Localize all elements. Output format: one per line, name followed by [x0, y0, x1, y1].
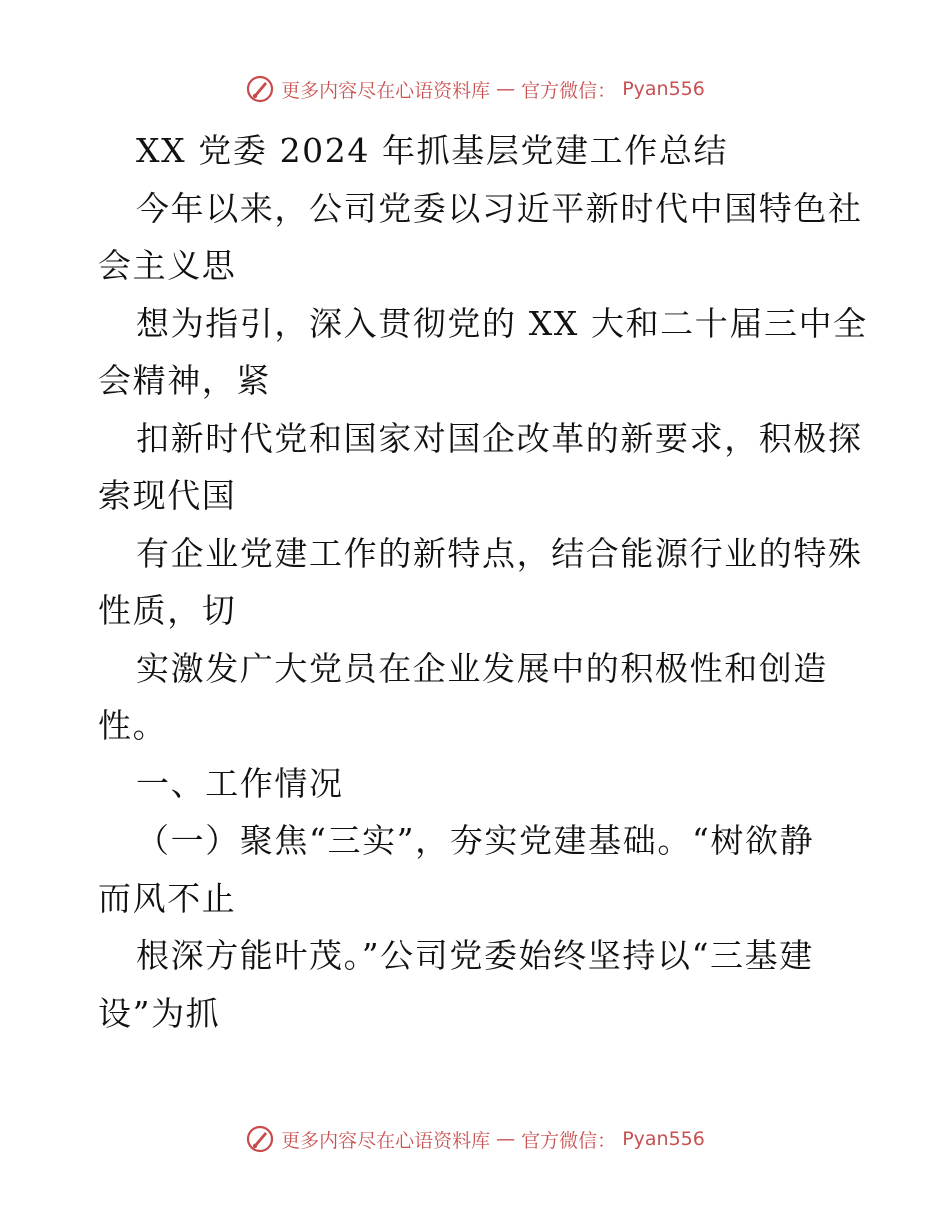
paragraph-line: 而风不止 — [98, 878, 237, 918]
paragraph-line: 根深方能叶茂。”公司党委始终坚持以“三基建 — [136, 936, 814, 975]
section-heading: 一、工作情况 — [136, 763, 344, 803]
paragraph-line: （一）聚焦“三实”，夯实党建基础。“树欲静 — [136, 821, 815, 860]
document-title: XX 党委 2024 年抓基层党建工作总结 — [136, 131, 729, 170]
paragraph-line: 会主义思 — [98, 246, 237, 285]
watermark-wechat-id: Pyan556 — [622, 1128, 705, 1150]
quill-pen-logo-icon — [245, 74, 275, 104]
watermark-dash: — — [496, 1128, 516, 1150]
paragraph-line: 想为指引，深入贯彻党的 XX 大和二十届三中全 — [136, 303, 868, 343]
watermark-official-label: 官方微信： — [521, 79, 617, 102]
watermark-text: 更多内容尽在心语资料库 — [281, 79, 491, 102]
footer-watermark — [0, 1124, 950, 1154]
header-watermark — [0, 74, 950, 104]
watermark-wechat-id: Pyan556 — [622, 78, 705, 100]
paragraph-line: 性质，切 — [98, 591, 237, 630]
paragraph-line: 性。 — [98, 706, 168, 745]
paragraph-line: 索现代国 — [98, 476, 237, 515]
paragraph-line: 设”为抓 — [98, 993, 221, 1033]
paragraph-line: 今年以来，公司党委以习近平新时代中国特色社 — [136, 188, 863, 228]
paragraph-line: 扣新时代党和国家对国企改革的新要求，积极探 — [136, 418, 863, 458]
paragraph-line: 有企业党建工作的新特点，结合能源行业的特殊 — [136, 533, 863, 573]
document-body — [98, 122, 868, 1042]
paragraph-line: 实激发广大党员在企业发展中的积极性和创造 — [136, 648, 828, 688]
watermark-dash: — — [496, 78, 516, 100]
quill-pen-logo-icon — [245, 1124, 275, 1154]
watermark-official-label: 官方微信： — [521, 1129, 617, 1152]
watermark-text: 更多内容尽在心语资料库 — [281, 1129, 491, 1152]
paragraph-line: 会精神，紧 — [98, 361, 271, 400]
